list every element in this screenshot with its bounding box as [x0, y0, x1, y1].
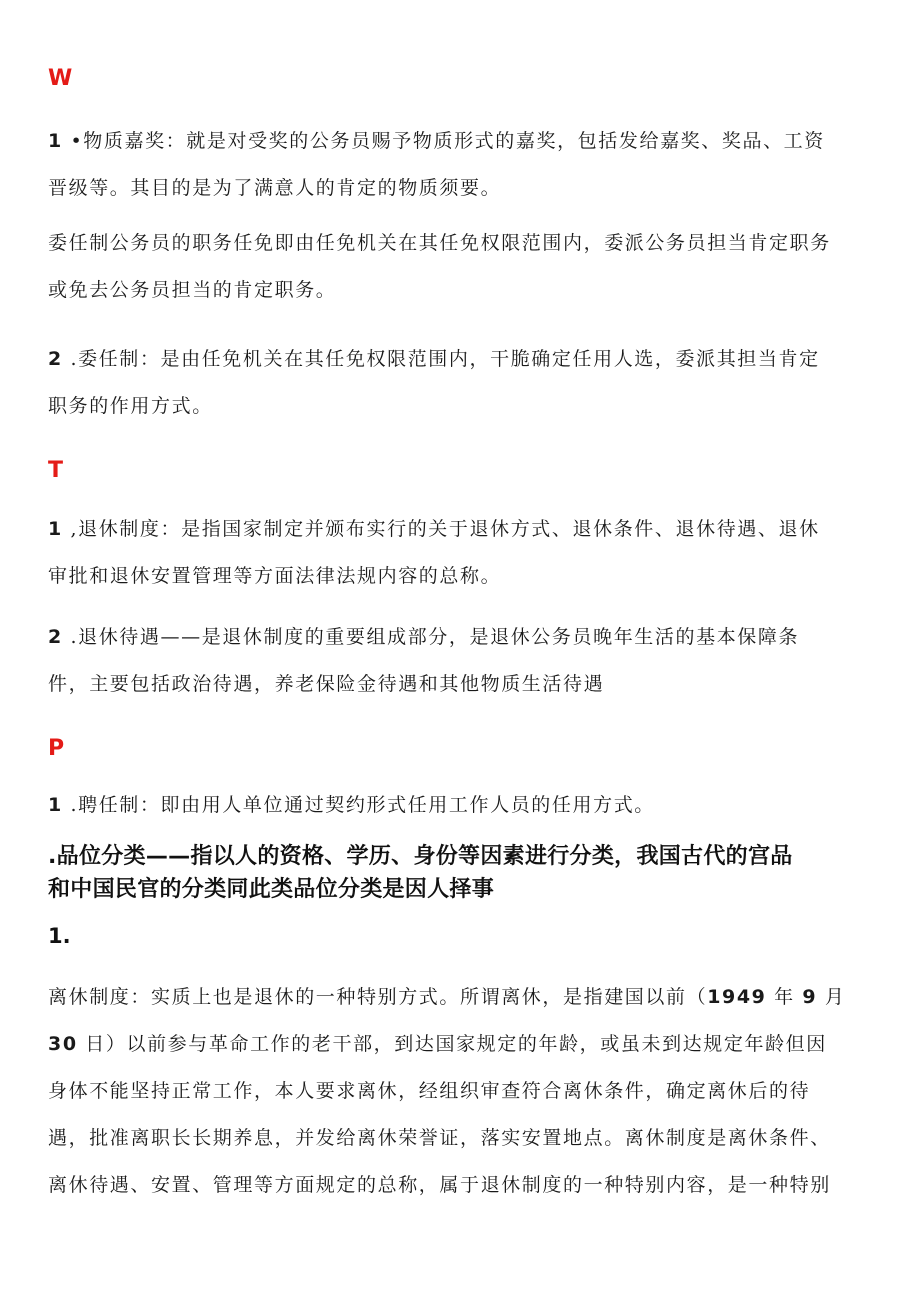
paragraph-contract-system — [48, 782, 878, 829]
heading-line: .品位分类——指以人的资格、学历、身份等因素进行分类，我国古代的宫品 — [48, 844, 793, 869]
year-number: 1949 — [707, 986, 767, 1008]
paragraph-line — [48, 336, 878, 383]
line-text: .退休待遇——是退休制度的重要组成部分，是退休公务员晚年生活的基本保障条 — [62, 626, 800, 648]
paragraph-line — [48, 506, 878, 553]
paragraph-retirement-system — [48, 506, 878, 600]
day-number: 30 — [48, 1033, 78, 1055]
paragraph-line: 离休待遇、安置、管理等方面规定的总称，属于退休制度的一种特别内容，是一种特别 — [48, 1174, 831, 1196]
item-number: 2 — [48, 348, 63, 370]
section-letter-p: P — [48, 736, 65, 761]
line-text: 日）以前参与革命工作的老干部，到达国家规定的年龄，或虽未到达规定年龄但因 — [77, 1033, 827, 1055]
paragraph-line — [48, 614, 878, 661]
line-text: .委任制：是由任免机关在其任免权限范围内，干脆确定任用人选，委派其担当肯定 — [62, 348, 820, 370]
paragraph-line: 遇，批准离职长长期养息，并发给离休荣誉证，落实安置地点。离休制度是离休条件、 — [48, 1127, 831, 1149]
line-text: 离休制度：实质上也是退休的一种特别方式。所谓离休，是指建国以前（ — [48, 986, 708, 1008]
line-text: ,退休制度：是指国家制定并颁布实行的关于退休方式、退休条件、退休待遇、退休 — [62, 518, 820, 540]
paragraph-appointment-description — [48, 220, 878, 314]
paragraph-line: 或免去公务员担当的肯定职务。 — [48, 279, 337, 301]
paragraph-line — [48, 1021, 878, 1068]
rank-classification-heading — [48, 840, 888, 906]
paragraph-retirement-benefits — [48, 614, 878, 708]
paragraph-lixiu-system — [48, 974, 878, 1209]
paragraph-line: 审批和退休安置管理等方面法律法规内容的总称。 — [48, 565, 502, 587]
line-text: .聘任制：即由用人单位通过契约形式任用工作人员的任用方式。 — [62, 794, 655, 816]
line-text: 月 — [817, 986, 846, 1008]
item-number: 1 — [48, 518, 63, 540]
paragraph-line: 职务的作用方式。 — [48, 395, 213, 417]
heading-number: 1. — [48, 924, 71, 948]
line-text: 年 — [766, 986, 803, 1008]
line-text: •物质嘉奖：就是对受奖的公务员赐予物质形式的嘉奖，包括发给嘉奖、奖品、工资 — [62, 130, 825, 152]
paragraph-line — [48, 974, 878, 1021]
month-number: 9 — [802, 986, 818, 1008]
section-letter-t: T — [48, 458, 64, 483]
paragraph-line: 身体不能坚持正常工作，本人要求离休，经组织审查符合离休条件，确定离休后的待 — [48, 1080, 811, 1102]
paragraph-line: 委任制公务员的职务任免即由任免机关在其任免权限范围内，委派公务员担当肯定职务 — [48, 232, 831, 254]
paragraph-appointment-system — [48, 336, 878, 430]
section-letter-w: W — [48, 66, 73, 91]
item-number: 1 — [48, 130, 63, 152]
paragraph-line: 晋级等。其目的是为了满意人的肯定的物质须要。 — [48, 177, 502, 199]
paragraph-line — [48, 118, 878, 165]
paragraph-material-reward — [48, 118, 878, 212]
item-number: 1 — [48, 794, 63, 816]
paragraph-line — [48, 782, 878, 829]
item-number: 2 — [48, 626, 63, 648]
heading-line: 和中国民官的分类同此类品位分类是因人择事 — [48, 877, 495, 902]
paragraph-line: 件，主要包括政治待遇，养老保险金待遇和其他物质生活待遇 — [48, 673, 605, 695]
